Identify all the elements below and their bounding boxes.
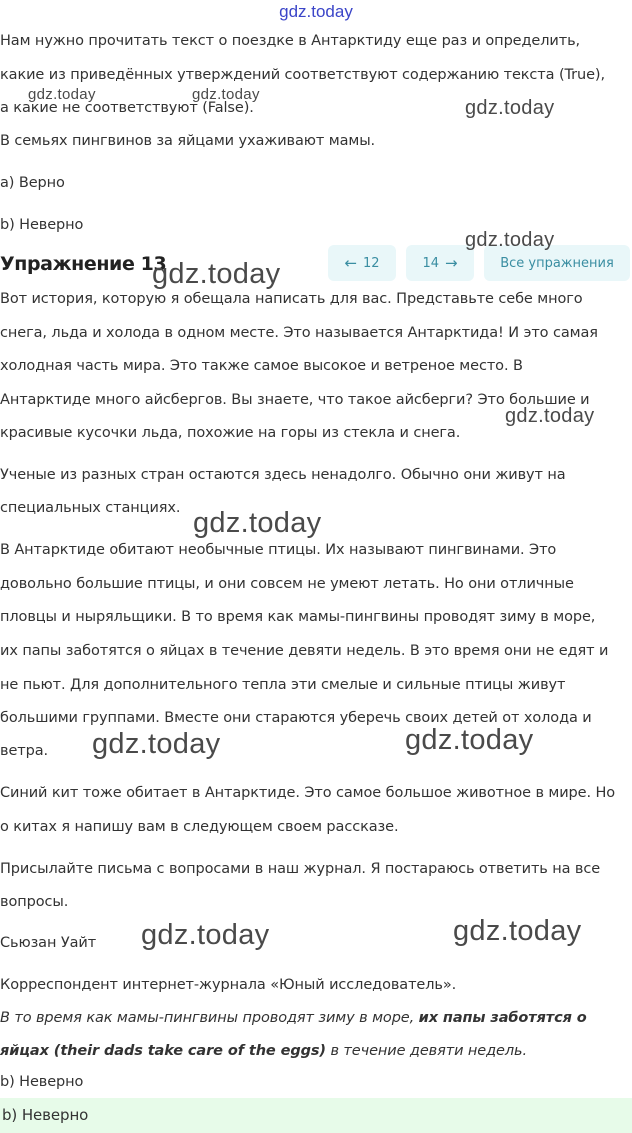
- watermark-text: gdz.today: [28, 86, 96, 103]
- correct-answer-box: [0, 1098, 632, 1133]
- arrow-left-icon: ←: [344, 254, 358, 272]
- quote-line-2: [0, 1043, 527, 1059]
- watermark-text: gdz.today: [505, 405, 595, 427]
- signature-role: Корреспондент интернет-журнала «Юный исследователь».: [0, 977, 457, 993]
- task-text-line: а какие не соответствуют (False).: [0, 100, 254, 116]
- option-a: a) Верно: [0, 175, 65, 191]
- story-line: Вот история, которую я обещала написать для вас. Представьте себе много: [0, 291, 583, 307]
- story-line: вопросы.: [0, 894, 69, 910]
- quote-part: В то время как мамы-пингвины проводят зиму в море,: [0, 1010, 419, 1026]
- story-line: их папы заботятся о яйцах в течение девяти недель. В это время они не едят и: [0, 643, 609, 659]
- story-line: Присылайте письма с вопросами в наш журнал. Я постараюсь ответить на все: [0, 861, 601, 877]
- site-logo: gdz.today: [279, 2, 353, 21]
- prev-exercise-button[interactable]: [328, 245, 396, 281]
- next-exercise-label: 14: [422, 255, 439, 271]
- watermark-text: gdz.today: [193, 507, 322, 539]
- exercise-title: Упражнение 13: [0, 253, 167, 275]
- prev-exercise-label: 12: [363, 255, 380, 271]
- story-line: пловцы и ныряльщики. В то время как мамы-пингвины проводят зиму в море,: [0, 609, 596, 625]
- quote-part-bold: их папы заботятся о: [418, 1010, 587, 1026]
- story-line: Антарктиде много айсбергов. Вы знаете, что такое айсберги? Это большие и: [0, 392, 590, 408]
- watermark-text: gdz.today: [465, 97, 555, 119]
- task-text-line: Нам нужно прочитать текст о поездке в Антарктиду еще раз и определить,: [0, 33, 581, 49]
- story-line: довольно большие птицы, и они совсем не умеют летать. Но они отличные: [0, 576, 574, 592]
- watermark-text: gdz.today: [141, 919, 270, 951]
- correct-answer: b) Неверно: [2, 1106, 89, 1124]
- quote-line-1: [0, 1010, 587, 1026]
- story-line: не пьют. Для дополнительного тепла эти смелые и сильные птицы живут: [0, 677, 566, 693]
- signature: Сьюзан Уайт: [0, 935, 97, 951]
- story-line: Ученые из разных стран остаются здесь ненадолго. Обычно они живут на: [0, 467, 566, 483]
- watermark-text: gdz.today: [465, 229, 555, 251]
- all-exercises-label: Все упражнения: [500, 255, 614, 271]
- story-line: красивые кусочки льда, похожие на горы из стекла и снега.: [0, 425, 461, 441]
- watermark-text: gdz.today: [405, 724, 534, 756]
- task-text-line: какие из приведённых утверждений соответствуют содержанию текста (True),: [0, 67, 605, 83]
- watermark-text: gdz.today: [192, 86, 260, 103]
- story-line: о китах я напишу вам в следующем своем рассказе.: [0, 819, 399, 835]
- option-b: b) Неверно: [0, 217, 84, 233]
- watermark-text: gdz.today: [92, 728, 221, 760]
- story-line: ветра.: [0, 743, 49, 759]
- story-line: снега, льда и холода в одном месте. Это называется Антарктида! И это самая: [0, 325, 598, 341]
- statement: В семьях пингвинов за яйцами ухаживают мамы.: [0, 133, 376, 149]
- next-exercise-button[interactable]: [406, 245, 474, 281]
- story-line: В Антарктиде обитают необычные птицы. Их называют пингвинами. Это: [0, 542, 557, 558]
- story-line: большими группами. Вместе они стараются уберечь своих детей от холода и: [0, 710, 592, 726]
- watermark-text: gdz.today: [152, 258, 281, 290]
- watermark-text: gdz.today: [453, 915, 582, 947]
- story-line: холодная часть мира. Это также самое высокое и ветреное место. В: [0, 358, 523, 374]
- arrow-right-icon: →: [444, 254, 458, 272]
- quote-part-bold: яйцах (their dads take care of the eggs): [0, 1043, 326, 1059]
- story-line: Синий кит тоже обитает в Антарктиде. Это самое большое животное в мире. Но: [0, 785, 616, 801]
- story-line: специальных станциях.: [0, 500, 181, 516]
- conclusion: b) Неверно: [0, 1074, 84, 1090]
- quote-part: в течение девяти недель.: [325, 1043, 527, 1059]
